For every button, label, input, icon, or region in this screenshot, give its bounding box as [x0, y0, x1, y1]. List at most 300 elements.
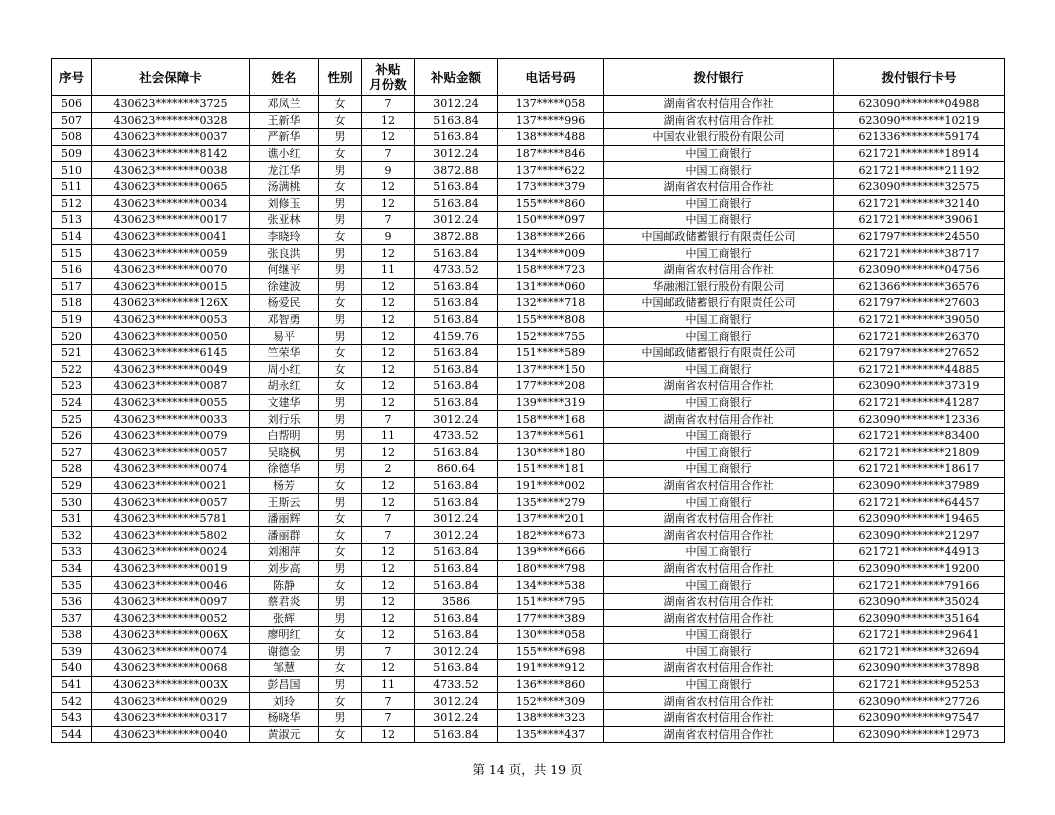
- cell-card: 430623********0040: [92, 726, 250, 743]
- cell-bank: 中国工商银行: [604, 676, 834, 693]
- cell-seq: 522: [52, 361, 92, 378]
- cell-bank: 中国工商银行: [604, 627, 834, 644]
- cell-phone: 138*****266: [498, 228, 604, 245]
- cell-amount: 3012.24: [415, 411, 498, 428]
- cell-months: 12: [362, 593, 415, 610]
- cell-account: 621797********27652: [834, 344, 1005, 361]
- cell-seq: 517: [52, 278, 92, 295]
- cell-months: 9: [362, 228, 415, 245]
- cell-months: 12: [362, 726, 415, 743]
- cell-months: 12: [362, 378, 415, 395]
- cell-phone: 158*****723: [498, 261, 604, 278]
- table-row: [52, 178, 1005, 195]
- cell-card: 430623********0052: [92, 610, 250, 627]
- cell-amount: 5163.84: [415, 344, 498, 361]
- cell-name: 潘丽辉: [250, 510, 319, 527]
- cell-account: 623090********12973: [834, 726, 1005, 743]
- cell-seq: 514: [52, 228, 92, 245]
- cell-gender: 男: [319, 245, 362, 262]
- cell-amount: 5163.84: [415, 245, 498, 262]
- cell-phone: 139*****319: [498, 394, 604, 411]
- cell-seq: 536: [52, 593, 92, 610]
- cell-bank: 湖南省农村信用合作社: [604, 610, 834, 627]
- cell-name: 文建华: [250, 394, 319, 411]
- cell-amount: 4159.76: [415, 328, 498, 345]
- cell-card: 430623********126X: [92, 295, 250, 312]
- cell-amount: 5163.84: [415, 627, 498, 644]
- table-row: [52, 228, 1005, 245]
- table-row: [52, 693, 1005, 710]
- cell-phone: 173*****379: [498, 178, 604, 195]
- cell-account: 623090********35024: [834, 593, 1005, 610]
- cell-account: 623090********37898: [834, 660, 1005, 677]
- cell-gender: 男: [319, 328, 362, 345]
- cell-account: 621721********32694: [834, 643, 1005, 660]
- cell-account: 623090********12336: [834, 411, 1005, 428]
- table-row: [52, 162, 1005, 179]
- cell-gender: 女: [319, 627, 362, 644]
- cell-card: 430623********0074: [92, 643, 250, 660]
- cell-gender: 女: [319, 228, 362, 245]
- cell-seq: 515: [52, 245, 92, 262]
- header-amount: 补贴金额: [415, 59, 498, 96]
- cell-phone: 137*****058: [498, 96, 604, 113]
- table-row: [52, 311, 1005, 328]
- cell-bank: 湖南省农村信用合作社: [604, 112, 834, 129]
- cell-card: 430623********8142: [92, 145, 250, 162]
- cell-account: 621721********26370: [834, 328, 1005, 345]
- cell-amount: 3012.24: [415, 527, 498, 544]
- cell-gender: 男: [319, 411, 362, 428]
- cell-seq: 539: [52, 643, 92, 660]
- cell-account: 621721********41287: [834, 394, 1005, 411]
- cell-gender: 男: [319, 261, 362, 278]
- cell-seq: 523: [52, 378, 92, 395]
- cell-bank: 湖南省农村信用合作社: [604, 709, 834, 726]
- cell-bank: 湖南省农村信用合作社: [604, 560, 834, 577]
- cell-seq: 535: [52, 577, 92, 594]
- cell-bank: 中国工商银行: [604, 311, 834, 328]
- cell-card: 430623********0033: [92, 411, 250, 428]
- cell-months: 12: [362, 195, 415, 212]
- cell-gender: 女: [319, 577, 362, 594]
- cell-seq: 510: [52, 162, 92, 179]
- cell-account: 623090********27726: [834, 693, 1005, 710]
- cell-account: 623090********32575: [834, 178, 1005, 195]
- cell-gender: 男: [319, 427, 362, 444]
- cell-seq: 538: [52, 627, 92, 644]
- cell-gender: 男: [319, 593, 362, 610]
- cell-amount: 5163.84: [415, 195, 498, 212]
- cell-bank: 湖南省农村信用合作社: [604, 527, 834, 544]
- cell-account: 621721********44885: [834, 361, 1005, 378]
- cell-seq: 521: [52, 344, 92, 361]
- cell-name: 谢德金: [250, 643, 319, 660]
- cell-card: 430623********0053: [92, 311, 250, 328]
- table-row: [52, 577, 1005, 594]
- cell-name: 刘玲: [250, 693, 319, 710]
- cell-gender: 男: [319, 195, 362, 212]
- cell-card: 430623********0057: [92, 494, 250, 511]
- cell-bank: 湖南省农村信用合作社: [604, 477, 834, 494]
- cell-amount: 3012.24: [415, 212, 498, 229]
- cell-bank: 中国工商银行: [604, 394, 834, 411]
- cell-phone: 152*****755: [498, 328, 604, 345]
- cell-seq: 507: [52, 112, 92, 129]
- cell-seq: 544: [52, 726, 92, 743]
- table-row: [52, 245, 1005, 262]
- table-row: [52, 394, 1005, 411]
- cell-bank: 中国工商银行: [604, 212, 834, 229]
- cell-gender: 男: [319, 278, 362, 295]
- cell-months: 7: [362, 709, 415, 726]
- table-row: [52, 96, 1005, 113]
- page-footer: 第 14 页，共 19 页: [472, 762, 583, 777]
- cell-bank: 中国农业银行股份有限公司: [604, 129, 834, 146]
- cell-account: 621721********83400: [834, 427, 1005, 444]
- cell-phone: 139*****666: [498, 544, 604, 561]
- cell-seq: 516: [52, 261, 92, 278]
- cell-card: 430623********0038: [92, 162, 250, 179]
- cell-account: 623090********35164: [834, 610, 1005, 627]
- cell-card: 430623********5802: [92, 527, 250, 544]
- cell-card: 430623********0024: [92, 544, 250, 561]
- cell-bank: 中国工商银行: [604, 328, 834, 345]
- cell-gender: 男: [319, 709, 362, 726]
- cell-seq: 533: [52, 544, 92, 561]
- table-row: [52, 510, 1005, 527]
- cell-amount: 5163.84: [415, 361, 498, 378]
- cell-account: 621721********21809: [834, 444, 1005, 461]
- cell-seq: 506: [52, 96, 92, 113]
- cell-months: 11: [362, 261, 415, 278]
- cell-account: 621721********95253: [834, 676, 1005, 693]
- cell-months: 12: [362, 129, 415, 146]
- cell-bank: 中国工商银行: [604, 195, 834, 212]
- cell-card: 430623********0070: [92, 261, 250, 278]
- table-body: [52, 96, 1005, 743]
- cell-seq: 543: [52, 709, 92, 726]
- table-row: [52, 344, 1005, 361]
- cell-card: 430623********0050: [92, 328, 250, 345]
- cell-name: 谯小红: [250, 145, 319, 162]
- cell-card: 430623********0015: [92, 278, 250, 295]
- cell-phone: 177*****389: [498, 610, 604, 627]
- cell-amount: 5163.84: [415, 544, 498, 561]
- cell-card: 430623********006X: [92, 627, 250, 644]
- cell-bank: 湖南省农村信用合作社: [604, 693, 834, 710]
- cell-phone: 182*****673: [498, 527, 604, 544]
- cell-seq: 530: [52, 494, 92, 511]
- table-row: [52, 361, 1005, 378]
- cell-amount: 5163.84: [415, 726, 498, 743]
- table-row: [52, 129, 1005, 146]
- cell-card: 430623********0317: [92, 709, 250, 726]
- cell-name: 徐建波: [250, 278, 319, 295]
- cell-months: 12: [362, 627, 415, 644]
- cell-name: 邓凤兰: [250, 96, 319, 113]
- cell-card: 430623********0087: [92, 378, 250, 395]
- cell-phone: 158*****168: [498, 411, 604, 428]
- table-row: [52, 726, 1005, 743]
- cell-amount: 3012.24: [415, 643, 498, 660]
- cell-bank: 中国工商银行: [604, 577, 834, 594]
- cell-card: 430623********003X: [92, 676, 250, 693]
- cell-months: 12: [362, 394, 415, 411]
- cell-phone: 150*****097: [498, 212, 604, 229]
- cell-months: 12: [362, 577, 415, 594]
- cell-amount: 4733.52: [415, 676, 498, 693]
- cell-months: 12: [362, 560, 415, 577]
- cell-bank: 湖南省农村信用合作社: [604, 96, 834, 113]
- cell-account: 621721********39061: [834, 212, 1005, 229]
- cell-months: 12: [362, 477, 415, 494]
- table-row: [52, 461, 1005, 478]
- cell-seq: 509: [52, 145, 92, 162]
- table-row: [52, 195, 1005, 212]
- cell-card: 430623********0029: [92, 693, 250, 710]
- cell-amount: 3872.88: [415, 228, 498, 245]
- table-row: [52, 378, 1005, 395]
- cell-account: 621721********44913: [834, 544, 1005, 561]
- cell-months: 12: [362, 311, 415, 328]
- cell-name: 王斯云: [250, 494, 319, 511]
- cell-gender: 男: [319, 311, 362, 328]
- cell-card: 430623********0034: [92, 195, 250, 212]
- cell-amount: 5163.84: [415, 112, 498, 129]
- header-seq: 序号: [52, 59, 92, 96]
- cell-account: 623090********37989: [834, 477, 1005, 494]
- cell-card: 430623********0074: [92, 461, 250, 478]
- cell-seq: 531: [52, 510, 92, 527]
- cell-months: 7: [362, 411, 415, 428]
- cell-phone: 138*****323: [498, 709, 604, 726]
- cell-months: 12: [362, 245, 415, 262]
- cell-phone: 137*****622: [498, 162, 604, 179]
- cell-name: 刘行乐: [250, 411, 319, 428]
- cell-name: 白帮明: [250, 427, 319, 444]
- cell-amount: 3012.24: [415, 709, 498, 726]
- cell-seq: 511: [52, 178, 92, 195]
- cell-name: 龙江华: [250, 162, 319, 179]
- cell-amount: 4733.52: [415, 427, 498, 444]
- cell-amount: 5163.84: [415, 494, 498, 511]
- cell-account: 623090********10219: [834, 112, 1005, 129]
- cell-bank: 湖南省农村信用合作社: [604, 411, 834, 428]
- table-row: [52, 477, 1005, 494]
- cell-months: 12: [362, 328, 415, 345]
- cell-bank: 中国工商银行: [604, 494, 834, 511]
- table-row: [52, 112, 1005, 129]
- table-row: [52, 494, 1005, 511]
- cell-phone: 191*****912: [498, 660, 604, 677]
- cell-name: 邓智勇: [250, 311, 319, 328]
- cell-seq: 541: [52, 676, 92, 693]
- cell-phone: 135*****437: [498, 726, 604, 743]
- cell-gender: 女: [319, 527, 362, 544]
- cell-amount: 5163.84: [415, 295, 498, 312]
- cell-phone: 187*****846: [498, 145, 604, 162]
- cell-gender: 女: [319, 726, 362, 743]
- cell-name: 刘修玉: [250, 195, 319, 212]
- cell-bank: 中国工商银行: [604, 162, 834, 179]
- cell-bank: 湖南省农村信用合作社: [604, 261, 834, 278]
- cell-phone: 177*****208: [498, 378, 604, 395]
- cell-bank: 中国工商银行: [604, 444, 834, 461]
- cell-gender: 女: [319, 510, 362, 527]
- table-row: [52, 278, 1005, 295]
- cell-phone: 131*****060: [498, 278, 604, 295]
- cell-phone: 137*****201: [498, 510, 604, 527]
- cell-seq: 512: [52, 195, 92, 212]
- cell-account: 621721********18914: [834, 145, 1005, 162]
- cell-seq: 519: [52, 311, 92, 328]
- table-row: [52, 212, 1005, 229]
- cell-name: 汤满桃: [250, 178, 319, 195]
- cell-gender: 女: [319, 295, 362, 312]
- cell-gender: 男: [319, 129, 362, 146]
- cell-seq: 527: [52, 444, 92, 461]
- table-row: [52, 527, 1005, 544]
- cell-phone: 137*****150: [498, 361, 604, 378]
- cell-bank: 中国工商银行: [604, 245, 834, 262]
- cell-months: 7: [362, 693, 415, 710]
- cell-account: 621721********21192: [834, 162, 1005, 179]
- header-account: 拨付银行卡号: [834, 59, 1005, 96]
- cell-gender: 女: [319, 378, 362, 395]
- cell-months: 12: [362, 344, 415, 361]
- cell-name: 吴晓枫: [250, 444, 319, 461]
- cell-phone: 151*****181: [498, 461, 604, 478]
- cell-gender: 女: [319, 344, 362, 361]
- cell-bank: 华融湘江银行股份有限公司: [604, 278, 834, 295]
- cell-months: 12: [362, 112, 415, 129]
- cell-bank: 中国邮政储蓄银行有限责任公司: [604, 228, 834, 245]
- cell-bank: 中国工商银行: [604, 427, 834, 444]
- cell-seq: 526: [52, 427, 92, 444]
- table-header-row: [52, 59, 1005, 96]
- cell-amount: 5163.84: [415, 311, 498, 328]
- cell-amount: 3012.24: [415, 145, 498, 162]
- cell-months: 12: [362, 610, 415, 627]
- cell-amount: 3872.88: [415, 162, 498, 179]
- header-phone: 电话号码: [498, 59, 604, 96]
- cell-gender: 女: [319, 544, 362, 561]
- cell-card: 430623********0037: [92, 129, 250, 146]
- cell-account: 623090********19200: [834, 560, 1005, 577]
- cell-amount: 3012.24: [415, 96, 498, 113]
- cell-amount: 5163.84: [415, 660, 498, 677]
- cell-phone: 155*****808: [498, 311, 604, 328]
- cell-phone: 180*****798: [498, 560, 604, 577]
- header-gender: 性别: [319, 59, 362, 96]
- header-months-line2: 月份数: [369, 77, 407, 92]
- cell-account: 623090********21297: [834, 527, 1005, 544]
- cell-months: 11: [362, 676, 415, 693]
- cell-phone: 191*****002: [498, 477, 604, 494]
- cell-gender: 男: [319, 494, 362, 511]
- cell-seq: 537: [52, 610, 92, 627]
- cell-gender: 男: [319, 162, 362, 179]
- cell-account: 621721********39050: [834, 311, 1005, 328]
- cell-card: 430623********0017: [92, 212, 250, 229]
- cell-name: 李晓玲: [250, 228, 319, 245]
- cell-account: 621721********29641: [834, 627, 1005, 644]
- cell-name: 廖明红: [250, 627, 319, 644]
- cell-seq: 524: [52, 394, 92, 411]
- cell-months: 12: [362, 544, 415, 561]
- cell-account: 623090********97547: [834, 709, 1005, 726]
- cell-card: 430623********5781: [92, 510, 250, 527]
- cell-months: 12: [362, 295, 415, 312]
- table-row: [52, 593, 1005, 610]
- cell-months: 7: [362, 212, 415, 229]
- cell-months: 12: [362, 660, 415, 677]
- cell-bank: 湖南省农村信用合作社: [604, 593, 834, 610]
- cell-phone: 138*****488: [498, 129, 604, 146]
- table-row: [52, 676, 1005, 693]
- cell-gender: 男: [319, 394, 362, 411]
- cell-gender: 女: [319, 477, 362, 494]
- cell-card: 430623********0328: [92, 112, 250, 129]
- cell-name: 蔡君炎: [250, 593, 319, 610]
- cell-account: 623090********19465: [834, 510, 1005, 527]
- cell-account: 621797********24550: [834, 228, 1005, 245]
- cell-months: 12: [362, 494, 415, 511]
- cell-account: 621721********38717: [834, 245, 1005, 262]
- cell-amount: 5163.84: [415, 278, 498, 295]
- cell-months: 12: [362, 178, 415, 195]
- cell-seq: 542: [52, 693, 92, 710]
- cell-gender: 男: [319, 643, 362, 660]
- cell-phone: 134*****538: [498, 577, 604, 594]
- cell-name: 胡永红: [250, 378, 319, 395]
- cell-months: 12: [362, 278, 415, 295]
- cell-months: 12: [362, 444, 415, 461]
- cell-account: 621721********64457: [834, 494, 1005, 511]
- cell-gender: 女: [319, 660, 362, 677]
- cell-phone: 151*****589: [498, 344, 604, 361]
- cell-amount: 4733.52: [415, 261, 498, 278]
- cell-account: 621797********27603: [834, 295, 1005, 312]
- table-row: [52, 560, 1005, 577]
- cell-amount: 5163.84: [415, 178, 498, 195]
- cell-name: 杨晓华: [250, 709, 319, 726]
- cell-name: 彭昌国: [250, 676, 319, 693]
- cell-gender: 女: [319, 145, 362, 162]
- cell-phone: 132*****718: [498, 295, 604, 312]
- cell-seq: 508: [52, 129, 92, 146]
- header-bank: 拨付银行: [604, 59, 834, 96]
- cell-months: 7: [362, 527, 415, 544]
- table-row: [52, 261, 1005, 278]
- cell-bank: 中国工商银行: [604, 145, 834, 162]
- cell-name: 徐德华: [250, 461, 319, 478]
- cell-name: 竺荣华: [250, 344, 319, 361]
- table-row: [52, 427, 1005, 444]
- cell-gender: 女: [319, 693, 362, 710]
- cell-name: 潘丽群: [250, 527, 319, 544]
- cell-seq: 529: [52, 477, 92, 494]
- cell-seq: 528: [52, 461, 92, 478]
- cell-name: 杨芳: [250, 477, 319, 494]
- cell-months: 12: [362, 361, 415, 378]
- cell-account: 621721********79166: [834, 577, 1005, 594]
- cell-name: 刘湘萍: [250, 544, 319, 561]
- cell-phone: 152*****309: [498, 693, 604, 710]
- cell-seq: 532: [52, 527, 92, 544]
- cell-gender: 男: [319, 461, 362, 478]
